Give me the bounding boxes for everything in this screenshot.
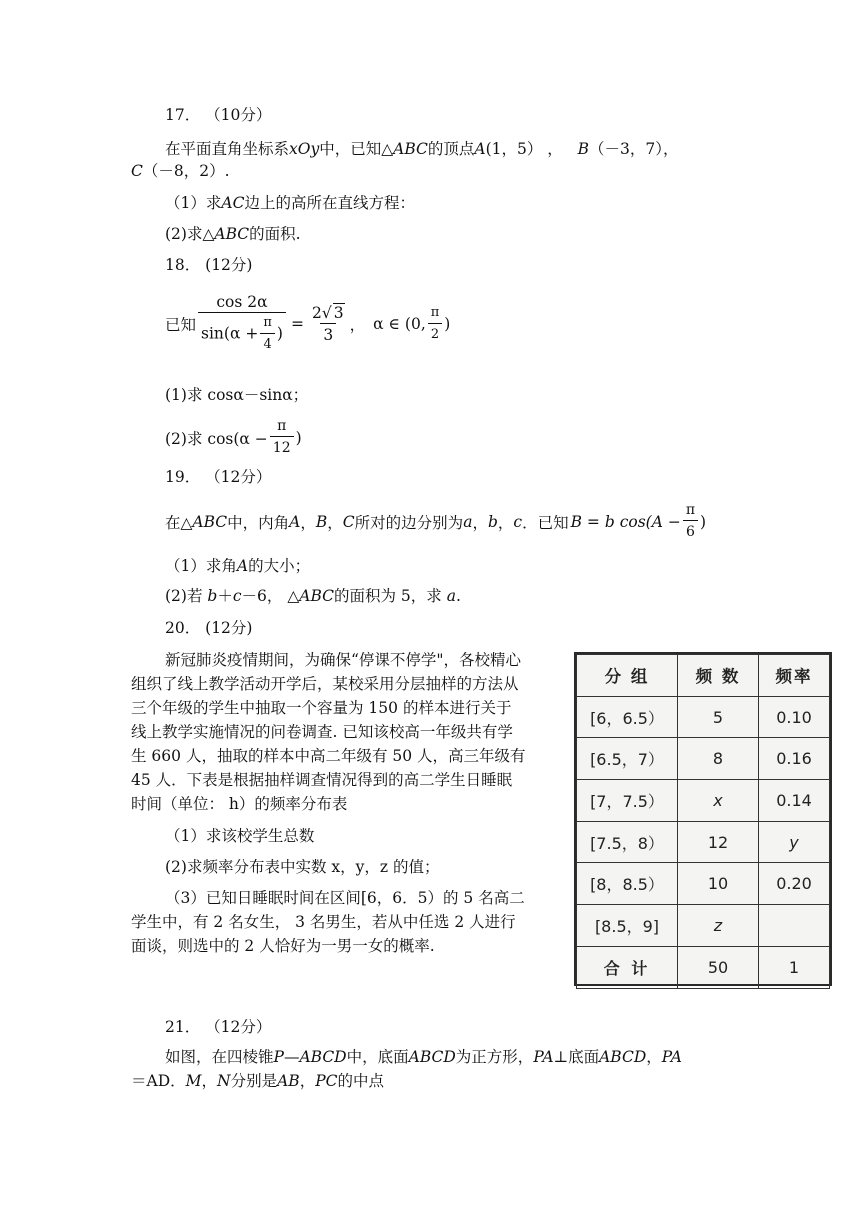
q17-header: 17． （10分）	[165, 106, 272, 124]
q18-header: 18． (12分)	[165, 256, 253, 274]
q17-line1: 在平面直角坐标系xOy中，已知△ABC的顶点A(1，5） ， B（－3，7），	[165, 140, 679, 158]
table-header-cell: 分 组	[577, 655, 678, 697]
q19-part1: （1）求角A的大小；	[165, 557, 311, 575]
q20-header: 20． (12分)	[165, 619, 253, 637]
table-cell: 0.16	[759, 738, 830, 780]
table-cell: 1	[759, 946, 830, 988]
table-cell: [8.5，9]	[577, 905, 678, 947]
q18-main-fraction: cos 2α sin(α + $\frac{\pi}{4}$ )	[198, 292, 286, 356]
table-cell: [7.5，8）	[577, 821, 678, 863]
q19-part2: (2)若 b＋c－6， △ABC的面积为 5，求 a.	[165, 587, 461, 605]
q20-part3-line: 面谈，则选中的 2 人恰好为一男一女的概率.	[131, 937, 435, 955]
q20-body-line: 三个年级的学生中抽取一个容量为 150 的样本进行关于	[131, 699, 512, 717]
table-cell: [7，7.5）	[577, 780, 678, 822]
q20-body-line: 组织了线上教学活动开学后，某校采用分层抽样的方法从	[131, 675, 519, 693]
table-cell: [6，6.5）	[577, 696, 678, 738]
table-cell: y	[759, 821, 830, 863]
q20-part3-line: （3）已知日睡眠时间在区间[6，6．5）的 5 名高二	[165, 889, 525, 907]
q19-header: 19． （12分）	[165, 468, 272, 486]
table-cell: [8，8.5）	[577, 863, 678, 905]
frequency-table	[574, 652, 832, 986]
table-row	[577, 905, 830, 947]
table-header-row	[577, 655, 830, 697]
table-cell: 50	[678, 946, 759, 988]
q18-part2: (2)求 cos(α − $\frac{\pi}{12}$ )	[165, 416, 302, 459]
q18-part1: (1)求 cosα－sinα；	[165, 386, 309, 404]
q21-line2: ＝AD．M，N分别是AB，PC的中点	[131, 1072, 385, 1090]
q20-body-line: 线上教学实施情况的问卷调查. 已知该校高一年级共有学	[131, 723, 513, 741]
q21-header: 21． （12分）	[165, 1018, 272, 1036]
table-row	[577, 946, 830, 988]
table-cell: 0.14	[759, 780, 830, 822]
q20-body-line: 新冠肺炎疫情期间，为确保“停课不停学"，各校精心	[165, 651, 522, 669]
q17-part2: (2)求△ABC的面积.	[165, 225, 301, 243]
table-cell: 0.10	[759, 696, 830, 738]
q20-part3-line: 学生中，有 2 名女生， 3 名男生，若从中任选 2 人进行	[131, 913, 516, 931]
table-header-cell: 频 数	[678, 655, 759, 697]
table-cell	[759, 905, 830, 947]
table-cell: 5	[678, 696, 759, 738]
table-cell: 12	[678, 821, 759, 863]
table-row	[577, 821, 830, 863]
table-row	[577, 738, 830, 780]
q17-line2: C（－8，2）.	[131, 162, 230, 180]
table-cell: [6.5，7）	[577, 738, 678, 780]
q19-line1: 在△ ABC 中，内角 A ， B ， C 所对的边分别为 a ， b ， c ．已知 B = b cos(A − $\frac{\pi}{6}$ )	[165, 500, 706, 543]
q21-line1: 如图，在四棱锥P—ABCD中，底面ABCD为正方形，PA⊥底面ABCD，PA	[165, 1048, 682, 1066]
q20-body-line: 45 人．下表是根据抽样调查情况得到的高二学生日睡眠	[131, 771, 513, 789]
table-cell: 8	[678, 738, 759, 780]
q18-given: 已知 cos 2α sin(α + $\frac{\pi}{4}$ ) = $\frac{2√ 3}{3}$ ， α ∈ (0, $\frac{\pi}{2}$ )	[165, 292, 450, 356]
table-cell: 0.20	[759, 863, 830, 905]
table-header-cell: 频率	[759, 655, 830, 697]
q17-part1: （1）求AC边上的高所在直线方程：	[165, 194, 415, 212]
table-row	[577, 696, 830, 738]
table-row	[577, 863, 830, 905]
table-cell: 10	[678, 863, 759, 905]
q20-body-line: 时间（单位： h）的频率分布表	[131, 795, 348, 813]
q18-rhs-fraction: $\frac{2√ 3}{3}$	[311, 303, 344, 344]
q20-body-line: 生 660 人，抽取的样本中高二年级有 50 人，高三年级有	[131, 747, 526, 765]
table-cell: x	[678, 780, 759, 822]
table-row	[577, 780, 830, 822]
table-cell: z	[678, 905, 759, 947]
table-cell: 合 计	[577, 946, 678, 988]
q20-part1: （1）求该校学生总数	[165, 827, 315, 845]
q20-part2: (2)求频率分布表中实数 x，y，z 的值；	[165, 858, 440, 876]
